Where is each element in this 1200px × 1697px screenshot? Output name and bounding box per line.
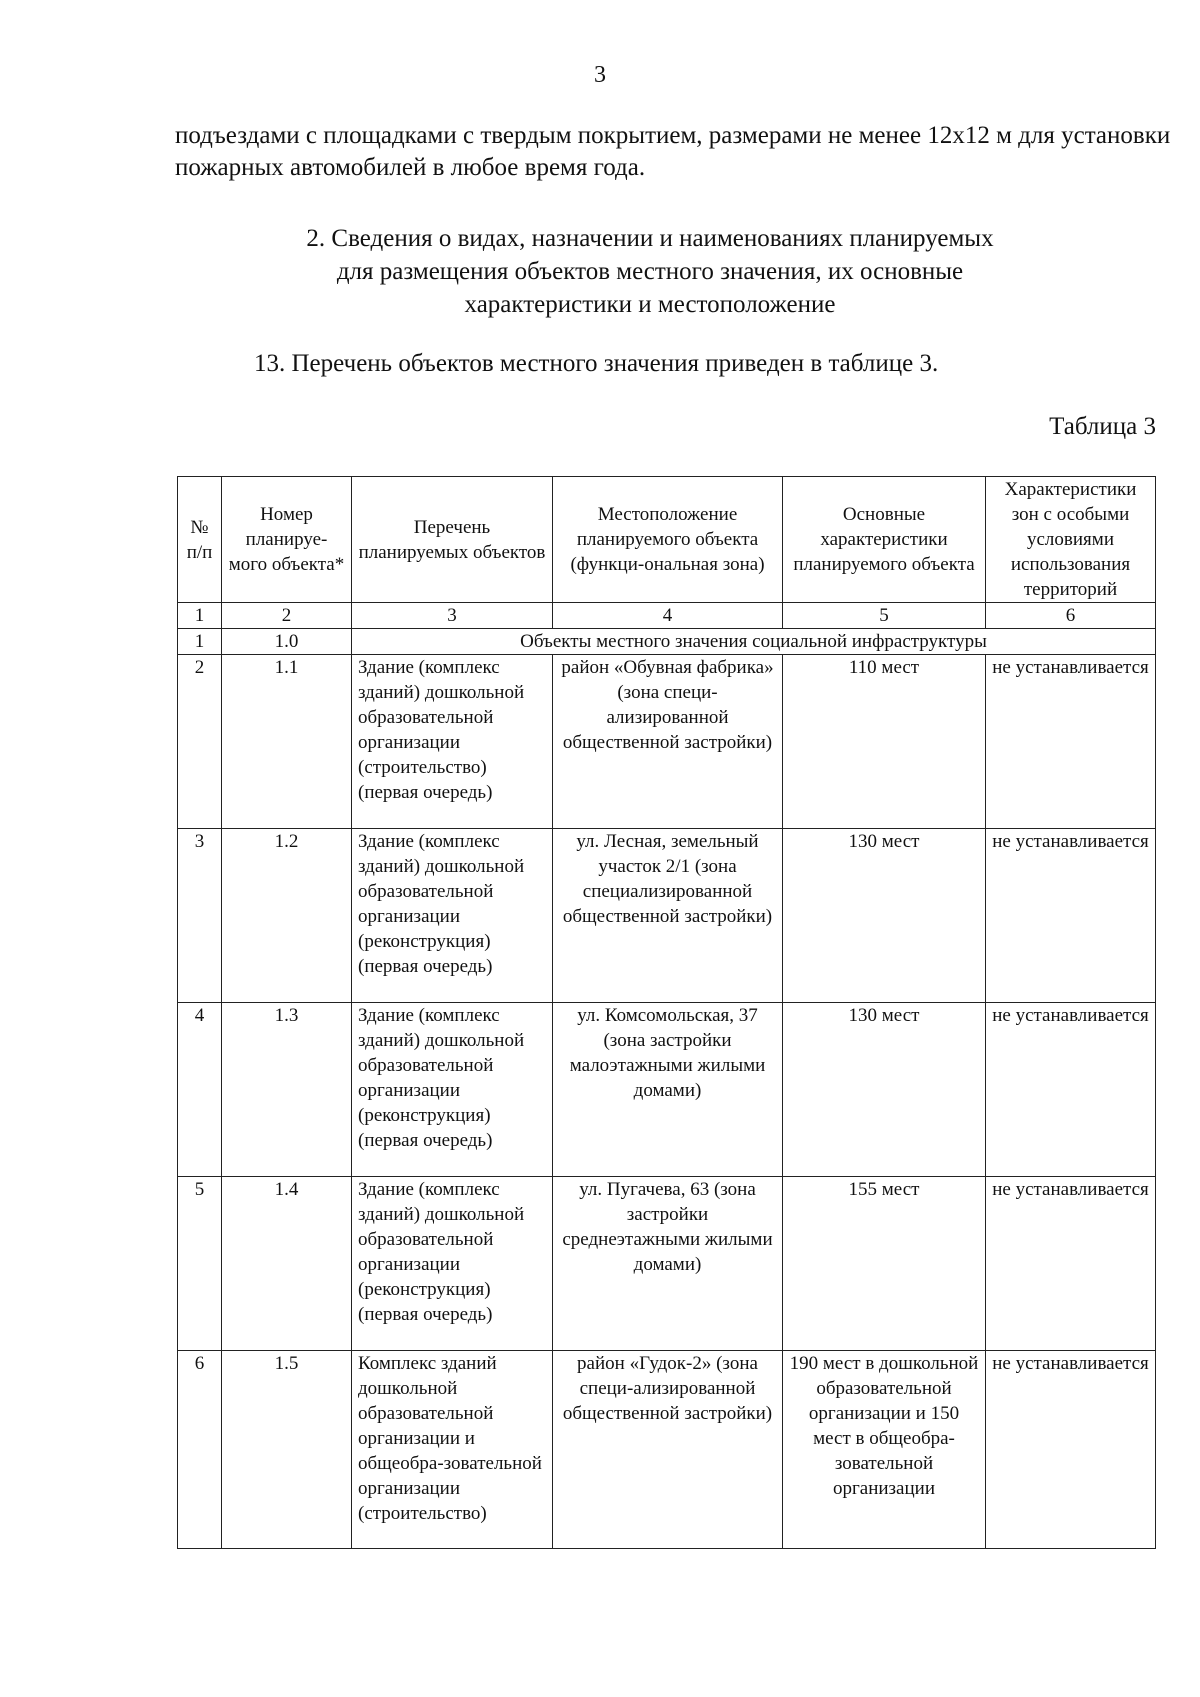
section-heading-line: характеристики и местоположение: [464, 291, 836, 318]
intro-paragraph: подъездами с площадками с твердым покрытием, размерами не менее 12х12 м для установки пожарных автомобилей в любое время года.: [175, 122, 1171, 181]
objects-table: [177, 476, 1156, 1549]
row-object-number: 1.5: [222, 1351, 352, 1549]
section-heading: [200, 222, 1100, 321]
row-characteristics: 130 мест: [783, 829, 986, 1003]
row-index: 6: [178, 1351, 222, 1549]
row-zones: не устанавливается: [986, 829, 1156, 1003]
row-characteristics: 190 мест в дошкольной образовательной организации и 150 мест в общеобра-зовательной организации: [783, 1351, 986, 1549]
row-characteristics: 110 мест: [783, 655, 986, 829]
column-number: 6: [986, 603, 1156, 629]
row-location: ул. Лесная, земельный участок 2/1 (зона специализированной общественной застройки): [553, 829, 783, 1003]
row-zones: не устанавливается: [986, 1351, 1156, 1549]
row-object-name: Здание (комплекс зданий) дошкольной образовательной организации (реконструкция) (первая очередь): [352, 1003, 553, 1177]
row-zones: не устанавливается: [986, 655, 1156, 829]
header-characteristics: Основные характеристики планируемого объекта: [783, 477, 986, 603]
row-location: ул. Комсомольская, 37 (зона застройки малоэтажными жилыми домами): [553, 1003, 783, 1177]
row-object-name: Здание (комплекс зданий) дошкольной образовательной организации (реконструкция) (первая очередь): [352, 1177, 553, 1351]
table-row: [178, 1177, 1156, 1351]
row-object-name: Здание (комплекс зданий) дошкольной образовательной организации (реконструкция) (первая очередь): [352, 829, 553, 1003]
header-index: № п/п: [178, 477, 222, 603]
table-row: [178, 1351, 1156, 1549]
row-index: 3: [178, 829, 222, 1003]
row-zones: не устанавливается: [986, 1003, 1156, 1177]
section-heading-line: для размещения объектов местного значения, их основные: [336, 258, 964, 285]
table-caption: Таблица 3: [1049, 413, 1156, 440]
row-index: 5: [178, 1177, 222, 1351]
group-row: [178, 629, 1156, 655]
column-number: 3: [352, 603, 553, 629]
row-object-name: Комплекс зданий дошкольной образовательной организации и общеобра-зовательной организации (строительство): [352, 1351, 553, 1549]
group-number: 1.0: [222, 629, 352, 655]
column-number: 4: [553, 603, 783, 629]
row-location: район «Гудок-2» (зона специ-ализированной общественной застройки): [553, 1351, 783, 1549]
row-index: 4: [178, 1003, 222, 1177]
table-header-row: [178, 477, 1156, 603]
group-index: 1: [178, 629, 222, 655]
row-object-number: 1.2: [222, 829, 352, 1003]
row-location: ул. Пугачева, 63 (зона застройки среднеэтажными жилыми домами): [553, 1177, 783, 1351]
row-location: район «Обувная фабрика» (зона специ-ализированной общественной застройки): [553, 655, 783, 829]
section-heading-line: 2. Сведения о видах, назначении и наименованиях планируемых: [306, 225, 994, 252]
row-index: 2: [178, 655, 222, 829]
header-location: Местоположение планируемого объекта (функци-ональная зона): [553, 477, 783, 603]
column-number: 2: [222, 603, 352, 629]
column-number-row: [178, 603, 1156, 629]
column-number: 5: [783, 603, 986, 629]
header-object-number: Номер планируе-мого объекта*: [222, 477, 352, 603]
row-zones: не устанавливается: [986, 1177, 1156, 1351]
table-row: [178, 1003, 1156, 1177]
header-object-list: Перечень планируемых объектов: [352, 477, 553, 603]
row-object-number: 1.4: [222, 1177, 352, 1351]
table-row: [178, 655, 1156, 829]
group-title: Объекты местного значения социальной инфраструктуры: [352, 629, 1156, 655]
column-number: 1: [178, 603, 222, 629]
table-row: [178, 829, 1156, 1003]
row-object-number: 1.1: [222, 655, 352, 829]
header-zones: Характеристики зон с особыми условиями использования территорий: [986, 477, 1156, 603]
row-object-name: Здание (комплекс зданий) дошкольной образовательной организации (строительство) (первая очередь): [352, 655, 553, 829]
page-number: 3: [594, 62, 606, 88]
row-characteristics: 155 мест: [783, 1177, 986, 1351]
row-object-number: 1.3: [222, 1003, 352, 1177]
row-characteristics: 130 мест: [783, 1003, 986, 1177]
paragraph-13: 13. Перечень объектов местного значения приведен в таблице 3.: [254, 350, 939, 377]
